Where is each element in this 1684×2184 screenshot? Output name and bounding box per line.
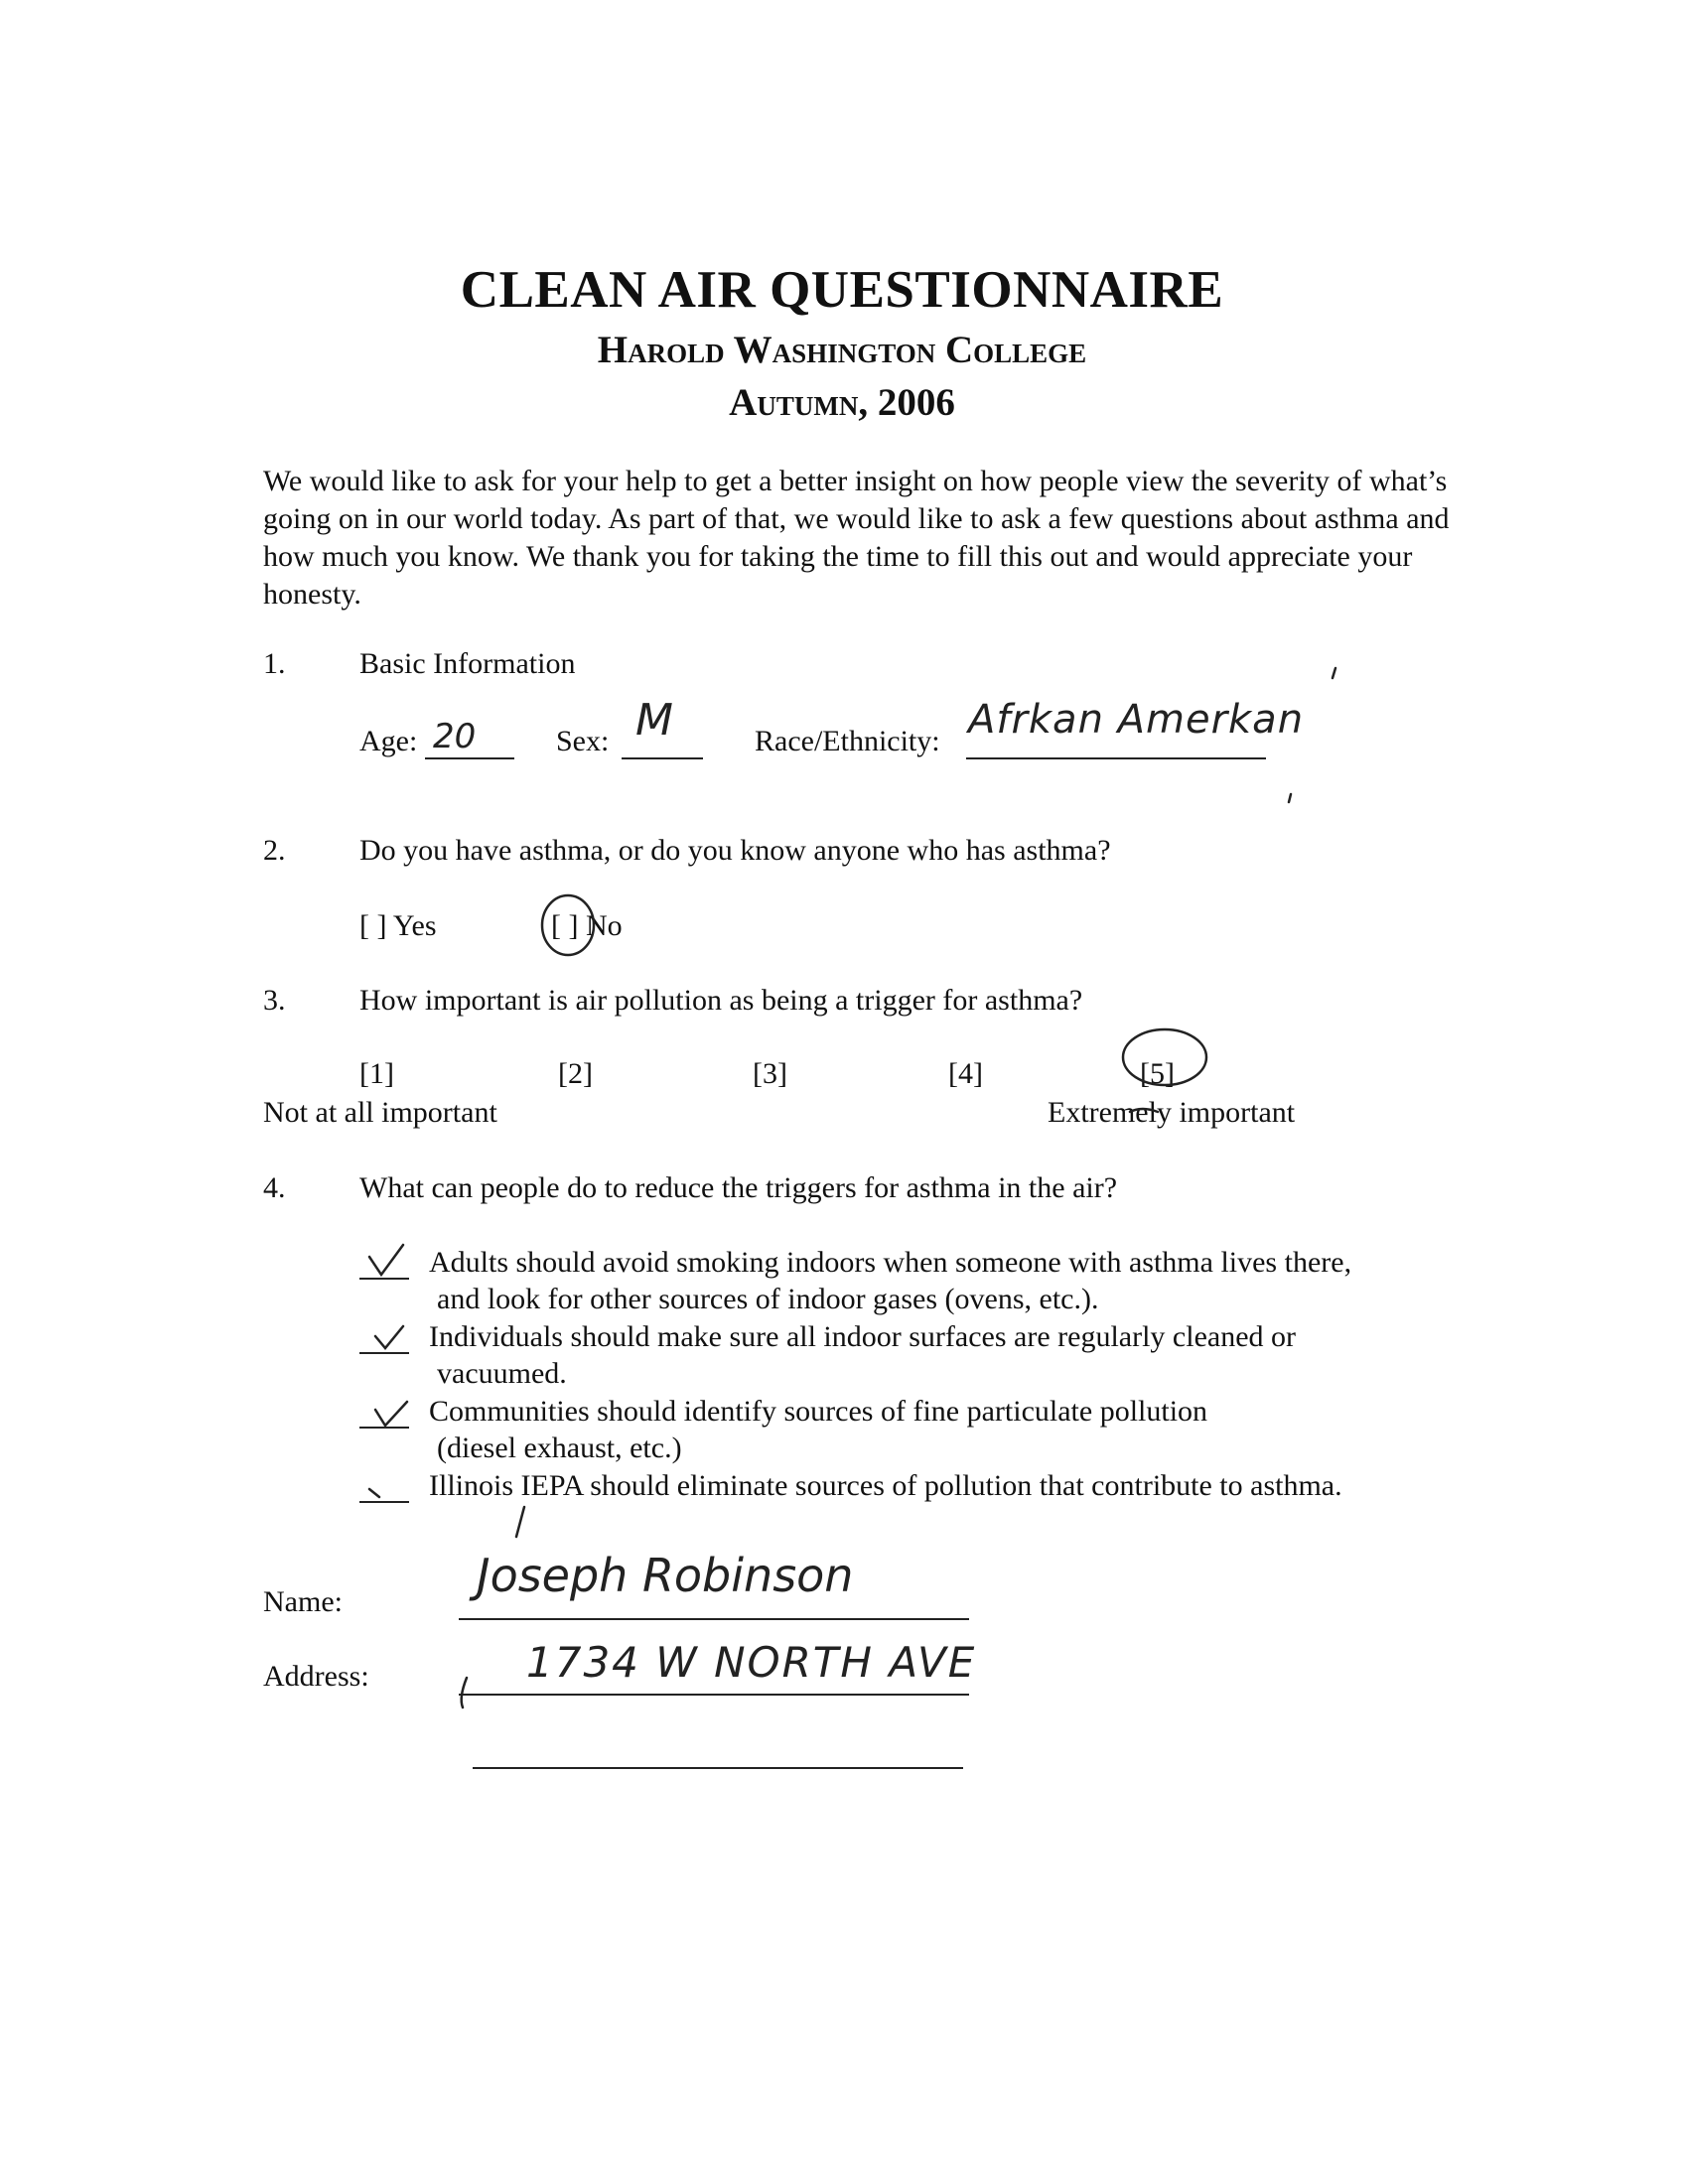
scale-option-2[interactable]: [2]	[558, 1057, 593, 1090]
sex-value[interactable]: M	[635, 695, 673, 746]
option-4-line-1: Illinois IEPA should eliminate sources of pollution that contribute to asthma.	[429, 1469, 1342, 1502]
race-value[interactable]: Afrkan Amerkan	[968, 697, 1305, 743]
q2-question: Do you have asthma, or do you know anyone who has asthma?	[359, 834, 1111, 867]
form-title: CLEAN AIR QUESTIONNAIRE	[460, 261, 1224, 319]
q1-number: 1.	[263, 647, 286, 680]
q2-number: 2.	[263, 834, 286, 867]
check-mark-icon	[375, 1326, 403, 1348]
stray-mark	[1289, 794, 1291, 802]
q1-label: Basic Information	[359, 647, 576, 680]
stray-mark	[369, 1489, 379, 1497]
institution-name: Harold Washington College	[597, 329, 1087, 371]
q3-question: How important is air pollution as being a trigger for asthma?	[359, 984, 1083, 1017]
intro-paragraph: We would like to ask for your help to get a better insight on how people view the severity of what’s going on in our world today. As part of that, we would like to ask a few questions about asthma and how much you know. We thank you for taking the time to fill this out and would appreciate your honesty.	[263, 465, 1450, 611]
scale-option-5[interactable]: [5]	[1140, 1057, 1175, 1090]
stray-mark	[462, 1678, 467, 1707]
scale-option-3[interactable]: [3]	[753, 1057, 787, 1090]
stray-mark	[516, 1507, 524, 1537]
term-label: Autumn, 2006	[729, 381, 955, 424]
address-label: Address:	[263, 1660, 369, 1693]
scratch-mark	[1130, 1109, 1158, 1112]
option-2-line-2: vacuumed.	[437, 1357, 567, 1390]
name-label: Name:	[263, 1585, 343, 1618]
check-mark-icon	[369, 1245, 403, 1275]
option-1-line-1: Adults should avoid smoking indoors when someone with asthma lives there,	[429, 1246, 1352, 1279]
scale-low-label: Not at all important	[263, 1096, 497, 1129]
q4-number: 4.	[263, 1171, 286, 1204]
address-value[interactable]: 1734 W NORTH AVE	[526, 1638, 977, 1687]
no-selection-circle	[542, 895, 594, 955]
name-value[interactable]: Joseph Robinson	[477, 1549, 854, 1602]
option-2-line-1: Individuals should make sure all indoor surfaces are regularly cleaned or	[429, 1320, 1297, 1353]
scale-option-1[interactable]: [1]	[359, 1057, 394, 1090]
q2-option-yes[interactable]: [ ] Yes	[359, 909, 437, 942]
age-value[interactable]: 20	[433, 717, 477, 756]
scale-option-4[interactable]: [4]	[948, 1057, 983, 1090]
option-3-line-2: (diesel exhaust, etc.)	[437, 1432, 682, 1464]
check-mark-icon	[375, 1402, 407, 1426]
scale-high-label: Extremely important	[1048, 1096, 1296, 1129]
q3-number: 3.	[263, 984, 286, 1017]
age-label: Age:	[359, 725, 418, 757]
option-3-line-1: Communities should identify sources of fine particulate pollution	[429, 1395, 1208, 1428]
option-1-line-2: and look for other sources of indoor gases (ovens, etc.).	[437, 1283, 1099, 1315]
q2-option-no[interactable]: [ ] No	[551, 909, 623, 942]
sex-label: Sex:	[556, 725, 610, 757]
stray-mark	[1333, 668, 1335, 678]
race-label: Race/Ethnicity:	[755, 725, 940, 757]
scale-5-selection-circle	[1123, 1029, 1206, 1085]
q4-question: What can people do to reduce the triggers for asthma in the air?	[359, 1171, 1118, 1204]
